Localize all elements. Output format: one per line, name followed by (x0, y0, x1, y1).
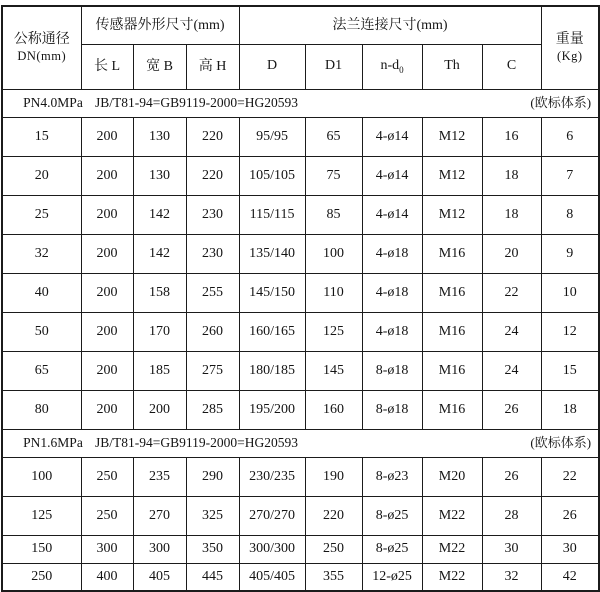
cell-C: 18 (482, 156, 541, 195)
cell-length-L: 200 (81, 312, 133, 351)
cell-length-L: 400 (81, 563, 133, 591)
cell-weight: 22 (541, 457, 599, 496)
table-row (2, 457, 599, 496)
cell-Th: M16 (422, 351, 482, 390)
cell-weight: 6 (541, 117, 599, 156)
cell-C: 30 (482, 535, 541, 563)
cell-D: 135/140 (239, 234, 305, 273)
header-D: D (239, 44, 305, 89)
cell-n-d0: 8-ø25 (362, 535, 422, 563)
table-row (2, 496, 599, 535)
cell-height-H: 220 (186, 117, 239, 156)
cell-length-L: 200 (81, 273, 133, 312)
cell-width-B: 142 (133, 234, 186, 273)
cell-weight: 30 (541, 535, 599, 563)
cell-C: 20 (482, 234, 541, 273)
cell-Th: M16 (422, 234, 482, 273)
cell-dn: 15 (2, 117, 81, 156)
cell-n-d0: 4-ø14 (362, 195, 422, 234)
cell-width-B: 235 (133, 457, 186, 496)
table-row (2, 117, 599, 156)
cell-dn: 25 (2, 195, 81, 234)
cell-dn: 150 (2, 535, 81, 563)
cell-weight: 9 (541, 234, 599, 273)
standard-system-note: (欧标体系) (530, 434, 592, 450)
cell-n-d0: 8-ø25 (362, 496, 422, 535)
table-row (2, 273, 599, 312)
cell-D1: 160 (305, 390, 362, 429)
table-row (2, 390, 599, 429)
cell-Th: M16 (422, 312, 482, 351)
cell-Th: M12 (422, 117, 482, 156)
cell-D: 115/115 (239, 195, 305, 234)
table-row (2, 195, 599, 234)
cell-Th: M22 (422, 535, 482, 563)
cell-width-B: 185 (133, 351, 186, 390)
table-body (2, 89, 599, 591)
cell-n-d0: 4-ø18 (362, 234, 422, 273)
cell-weight: 8 (541, 195, 599, 234)
cell-D: 105/105 (239, 156, 305, 195)
cell-D: 270/270 (239, 496, 305, 535)
cell-width-B: 300 (133, 535, 186, 563)
cell-n-d0: 12-ø25 (362, 563, 422, 591)
cell-height-H: 325 (186, 496, 239, 535)
cell-weight: 12 (541, 312, 599, 351)
cell-dn: 20 (2, 156, 81, 195)
cell-height-H: 255 (186, 273, 239, 312)
cell-C: 28 (482, 496, 541, 535)
cell-n-d0: 4-ø18 (362, 273, 422, 312)
cell-width-B: 405 (133, 563, 186, 591)
header-Th: Th (422, 44, 482, 89)
cell-D: 160/165 (239, 312, 305, 351)
table-row (2, 234, 599, 273)
cell-C: 18 (482, 195, 541, 234)
section-cell (2, 429, 599, 457)
table-row (2, 312, 599, 351)
cell-dn: 80 (2, 390, 81, 429)
cell-dn: 40 (2, 273, 81, 312)
cell-D1: 220 (305, 496, 362, 535)
cell-height-H: 230 (186, 234, 239, 273)
cell-Th: M20 (422, 457, 482, 496)
cell-dn: 100 (2, 457, 81, 496)
standard-reference: JB/T81-94=GB9119-2000=HG20593 (95, 94, 298, 110)
cell-height-H: 220 (186, 156, 239, 195)
table-row (2, 535, 599, 563)
cell-length-L: 200 (81, 195, 133, 234)
cell-D: 95/95 (239, 117, 305, 156)
cell-width-B: 130 (133, 156, 186, 195)
cell-weight: 26 (541, 496, 599, 535)
cell-weight: 10 (541, 273, 599, 312)
cell-D1: 355 (305, 563, 362, 591)
header-sensor-dimensions-group: 传感器外形尺寸(mm) (81, 6, 239, 44)
cell-Th: M12 (422, 156, 482, 195)
cell-length-L: 250 (81, 457, 133, 496)
table-row (2, 351, 599, 390)
cell-C: 24 (482, 351, 541, 390)
header-n-d0: $n-d_0$ (362, 44, 422, 89)
cell-dn: 50 (2, 312, 81, 351)
standard-system-note: (欧标体系) (530, 94, 592, 110)
standard-reference: JB/T81-94=GB9119-2000=HG20593 (95, 434, 298, 450)
cell-dn: 250 (2, 563, 81, 591)
cell-dn: 65 (2, 351, 81, 390)
cell-C: 26 (482, 457, 541, 496)
cell-weight: 42 (541, 563, 599, 591)
cell-length-L: 200 (81, 234, 133, 273)
cell-weight: 7 (541, 156, 599, 195)
cell-D: 300/300 (239, 535, 305, 563)
cell-D1: 100 (305, 234, 362, 273)
section-cell (2, 89, 599, 117)
cell-height-H: 445 (186, 563, 239, 591)
cell-n-d0: 8-ø18 (362, 351, 422, 390)
cell-length-L: 200 (81, 351, 133, 390)
cell-length-L: 200 (81, 156, 133, 195)
cell-D1: 125 (305, 312, 362, 351)
cell-D1: 85 (305, 195, 362, 234)
cell-height-H: 275 (186, 351, 239, 390)
section-row (2, 89, 599, 117)
header-weight-line1: 重量 (555, 32, 584, 48)
cell-length-L: 200 (81, 390, 133, 429)
header-flange-connection-group: 法兰连接尺寸(mm) (239, 6, 541, 44)
dimension-spec-table (1, 5, 600, 592)
cell-Th: M22 (422, 496, 482, 535)
header-nominal-diameter-line1: 公称通径 (13, 32, 70, 48)
cell-length-L: 300 (81, 535, 133, 563)
cell-dn: 32 (2, 234, 81, 273)
cell-weight: 18 (541, 390, 599, 429)
cell-n-d0: 4-ø14 (362, 156, 422, 195)
header-C: C (482, 44, 541, 89)
cell-Th: M16 (422, 273, 482, 312)
header-nominal-diameter-line2: DN(mm) (17, 48, 67, 63)
cell-width-B: 142 (133, 195, 186, 234)
header-length-L: 长 L (81, 44, 133, 89)
cell-C: 24 (482, 312, 541, 351)
cell-length-L: 200 (81, 117, 133, 156)
cell-weight: 15 (541, 351, 599, 390)
cell-height-H: 290 (186, 457, 239, 496)
cell-length-L: 250 (81, 496, 133, 535)
cell-D1: 250 (305, 535, 362, 563)
cell-dn: 125 (2, 496, 81, 535)
cell-n-d0: 8-ø23 (362, 457, 422, 496)
cell-Th: M12 (422, 195, 482, 234)
cell-C: 22 (482, 273, 541, 312)
cell-D: 180/185 (239, 351, 305, 390)
cell-height-H: 260 (186, 312, 239, 351)
header-height-H: 高 H (186, 44, 239, 89)
header-D1: D1 (305, 44, 362, 89)
cell-height-H: 350 (186, 535, 239, 563)
cell-D1: 190 (305, 457, 362, 496)
cell-height-H: 285 (186, 390, 239, 429)
cell-D1: 145 (305, 351, 362, 390)
cell-D1: 75 (305, 156, 362, 195)
cell-width-B: 270 (133, 496, 186, 535)
cell-width-B: 130 (133, 117, 186, 156)
cell-D: 195/200 (239, 390, 305, 429)
cell-n-d0: 4-ø14 (362, 117, 422, 156)
cell-C: 16 (482, 117, 541, 156)
cell-C: 32 (482, 563, 541, 591)
cell-width-B: 170 (133, 312, 186, 351)
cell-height-H: 230 (186, 195, 239, 234)
header-weight (541, 6, 599, 89)
pressure-rating-label: PN1.6MPa (23, 434, 83, 450)
cell-D1: 110 (305, 273, 362, 312)
cell-C: 26 (482, 390, 541, 429)
cell-width-B: 158 (133, 273, 186, 312)
table-row (2, 563, 599, 591)
cell-n-d0: 8-ø18 (362, 390, 422, 429)
cell-width-B: 200 (133, 390, 186, 429)
header-nominal-diameter (2, 6, 81, 89)
cell-Th: M16 (422, 390, 482, 429)
cell-D: 145/150 (239, 273, 305, 312)
cell-D: 230/235 (239, 457, 305, 496)
header-weight-line2: (Kg) (556, 48, 583, 63)
cell-D: 405/405 (239, 563, 305, 591)
table-row (2, 156, 599, 195)
header-width-B: 宽 B (133, 44, 186, 89)
section-row (2, 429, 599, 457)
cell-Th: M22 (422, 563, 482, 591)
cell-n-d0: 4-ø18 (362, 312, 422, 351)
pressure-rating-label: PN4.0MPa (23, 94, 83, 110)
cell-D1: 65 (305, 117, 362, 156)
